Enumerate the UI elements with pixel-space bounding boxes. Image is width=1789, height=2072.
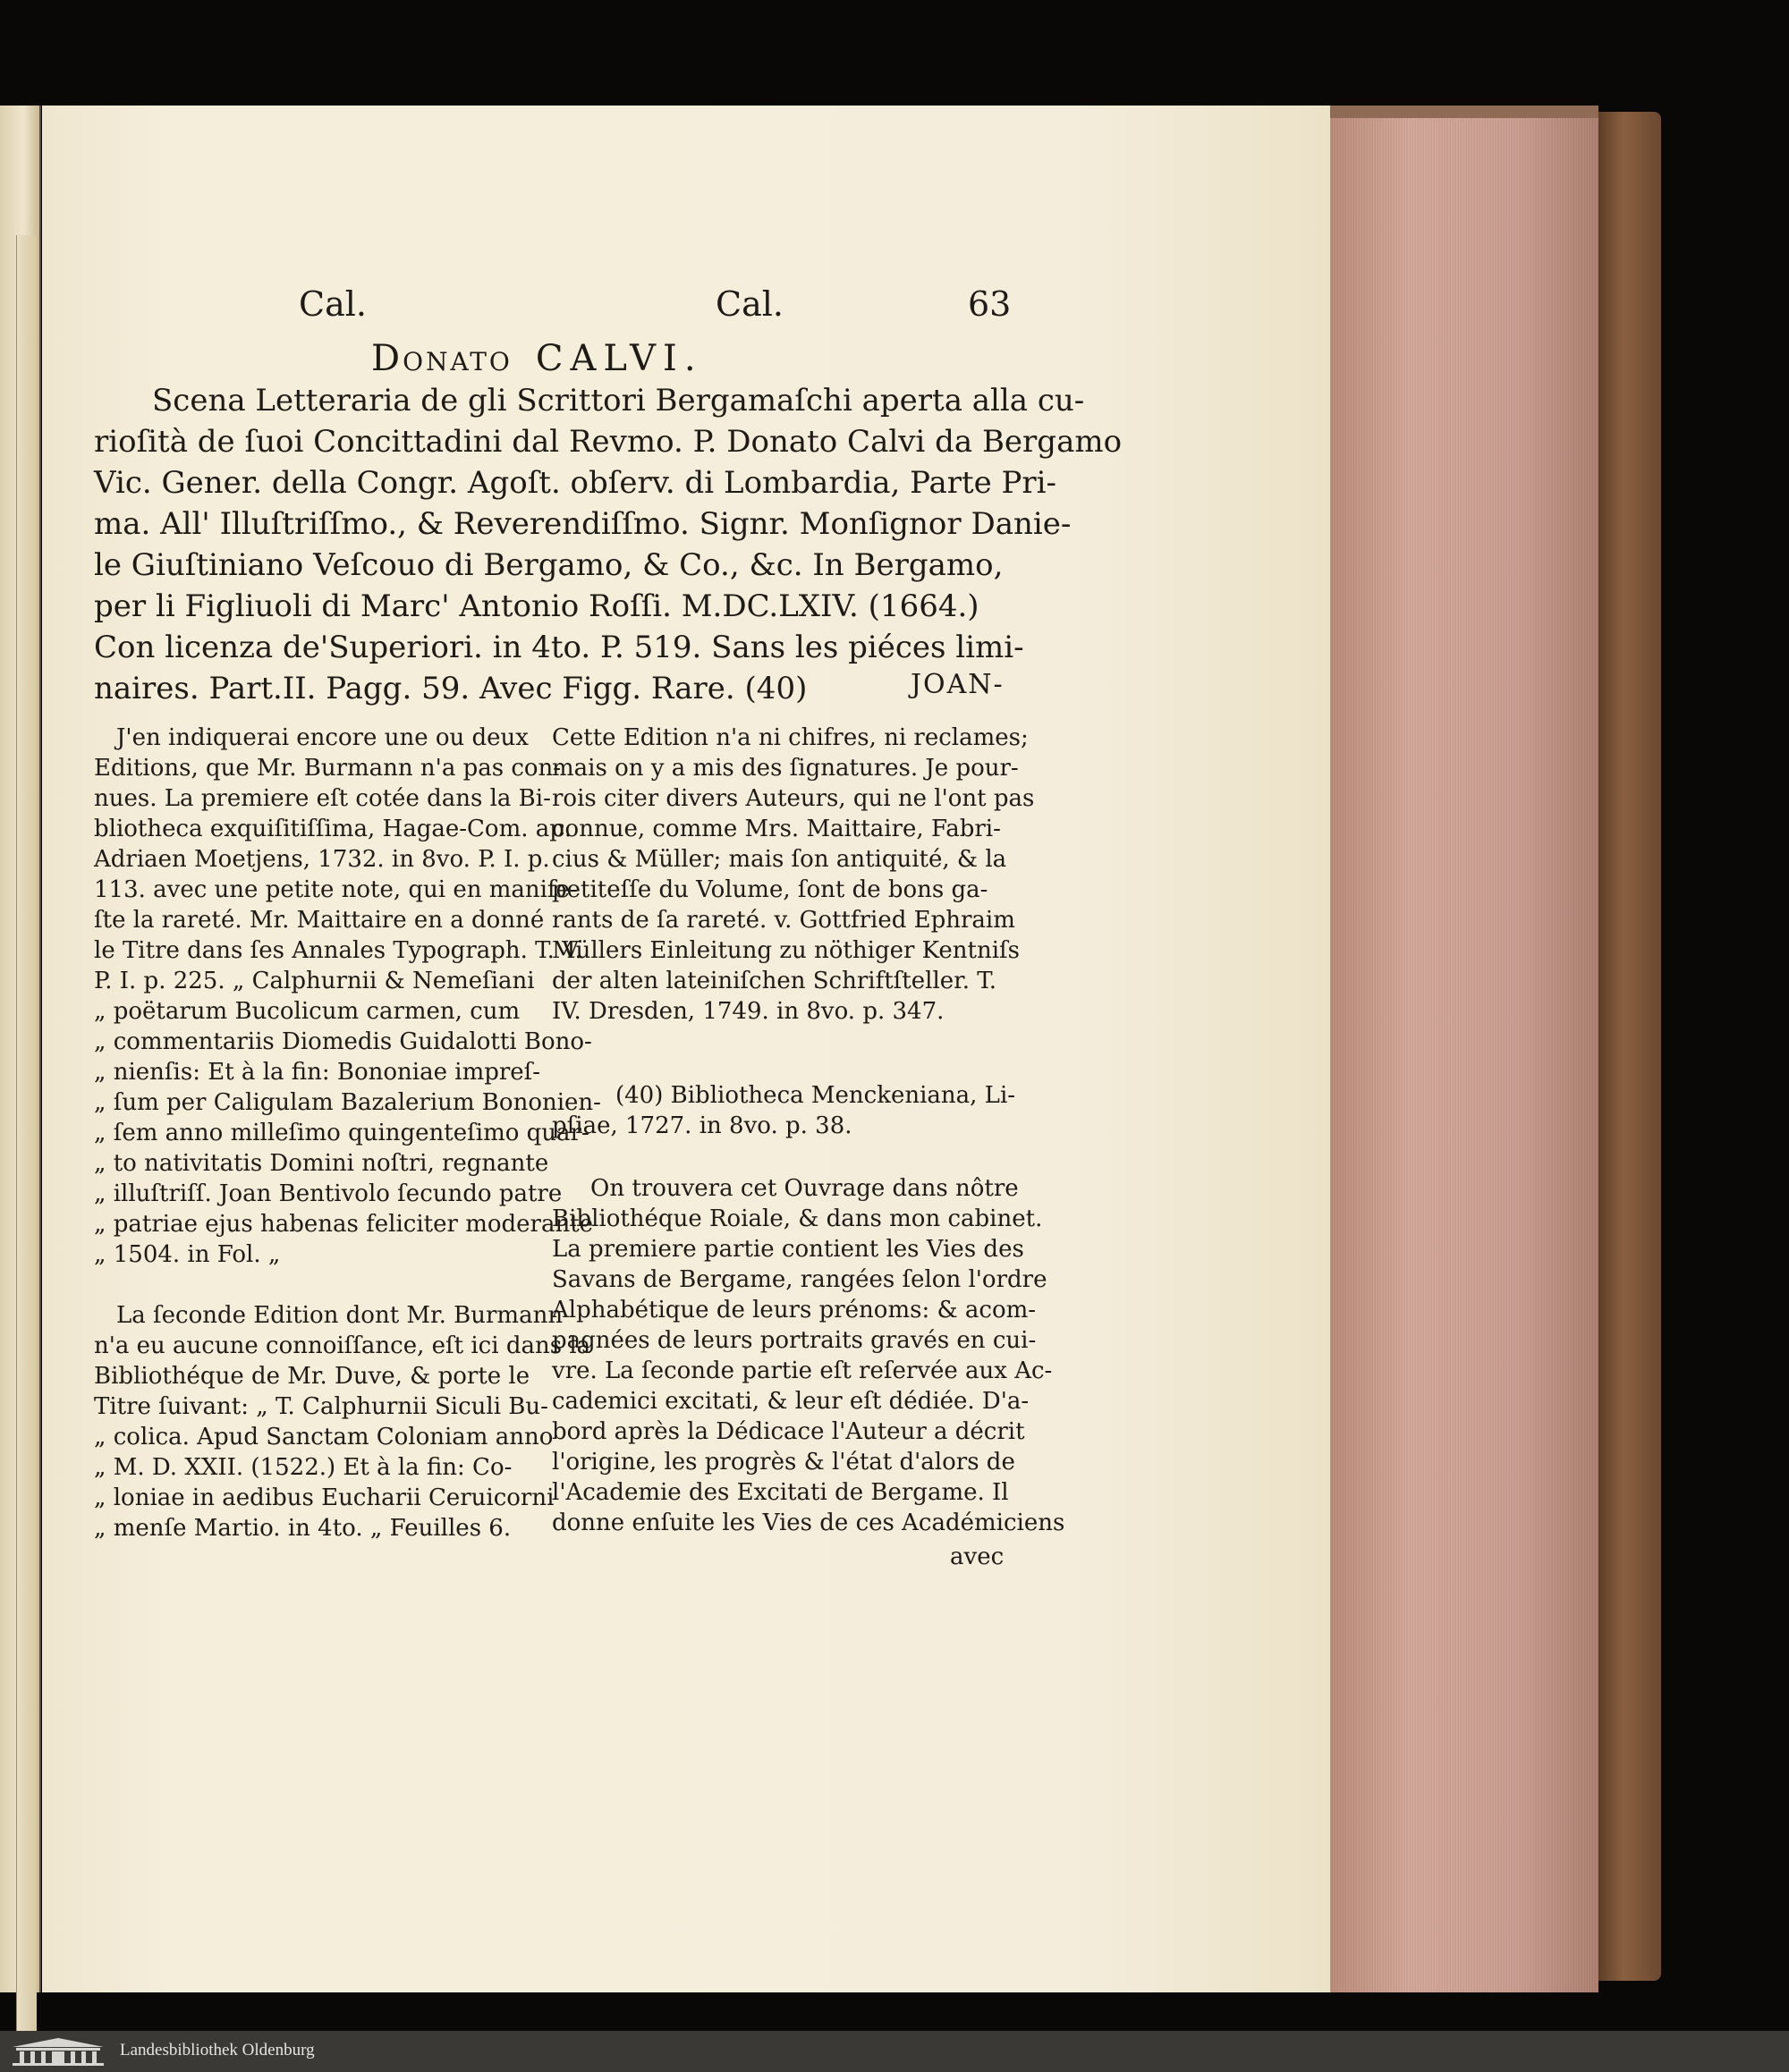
right-column-line: vre. La ſeconde partie eſt reſervée aux Ac- — [552, 1357, 1053, 1384]
catchword-bottom: avec — [950, 1543, 1005, 1570]
left-column-line: „ menſe Martio. in 4to. „ Feuilles 6. — [94, 1515, 512, 1542]
left-column-line: bliotheca exquiſitiſſima, Hagae-Com. ap. — [94, 816, 572, 842]
running-head-center: Cal. — [716, 284, 784, 324]
left-column-line: „ patriae ejus habenas feliciter moderante — [94, 1211, 594, 1238]
left-column-line: le Titre dans ſes Annales Typograph. T. V. — [94, 937, 582, 964]
right-column-line: La premiere partie contient les Vies des — [552, 1236, 1024, 1263]
right-column-line: connue, comme Mrs. Maittaire, Fabri- — [552, 816, 1001, 842]
right-column-line: l'Academie des Excitati de Bergame. Il — [552, 1479, 1009, 1506]
main-entry-line: Vic. Gener. della Congr. Agoſt. obſerv. di Lombardia, Parte Pri- — [94, 465, 1057, 501]
left-column-line: „ illuſtriſſ. Joan Bentivolo ſecundo patre — [94, 1180, 563, 1207]
footnote-line: pſiae, 1727. in 8vo. p. 38. — [552, 1112, 852, 1139]
running-head-left: Cal. — [299, 284, 367, 324]
left-column-line: „ 1504. in Fol. „ — [94, 1241, 281, 1268]
main-entry-line: per li Figliuoli di Marc' Antonio Roſſi. M.DC.LXIV. (1664.) — [94, 588, 979, 624]
footnote-line: (40) Bibliotheca Menckeniana, Li- — [615, 1082, 1016, 1109]
main-entry-line: ma. All' Illuſtriſſmo., & Reverendiſſmo. Signr. Monſignor Danie- — [94, 506, 1072, 542]
page-number: 63 — [968, 284, 1012, 324]
left-column-line: „ commentariis Diomedis Guidalotti Bono- — [94, 1028, 592, 1055]
right-column-line: On trouvera cet Ouvrage dans nôtre — [590, 1175, 1019, 1202]
main-entry-line: le Giuſtiniano Veſcouo di Bergamo, & Co., &c. In Bergamo, — [94, 547, 1004, 583]
main-entry-line: Scena Letteraria de gli Scrittori Bergamaſchi aperta alla cu- — [152, 383, 1085, 419]
right-column-line: Alphabétique de leurs prénoms: & acom- — [552, 1297, 1037, 1324]
right-column-line: petiteſſe du Volume, ſont de bons ga- — [552, 876, 988, 903]
library-footer-bar — [0, 2031, 1789, 2072]
page-edges — [1330, 106, 1598, 1992]
right-column-line: donne enſuite les Vies de ces Académiciens — [552, 1510, 1065, 1536]
left-column-line: „ loniae in aedibus Eucharii Ceruicorni — [94, 1484, 555, 1511]
left-column-line: „ ſem anno milleſimo quingenteſimo quar- — [94, 1120, 589, 1146]
book-cover-edge — [1598, 112, 1661, 1981]
main-entry-line: naires. Part.II. Pagg. 59. Avec Figg. Rare. (40) — [94, 671, 808, 706]
left-column-line: Editions, que Mr. Burmann n'a pas con- — [94, 755, 562, 782]
right-column-line: l'origine, les progrès & l'état d'alors de — [552, 1449, 1015, 1476]
left-column-line: „ nienſis: Et à la fin: Bononiae impreſ- — [94, 1059, 541, 1086]
left-column-line: „ colica. Apud Sanctam Coloniam anno — [94, 1424, 554, 1450]
right-column-line: cius & Müller; mais ſon antiquité, & la — [552, 846, 1007, 873]
entry-title — [371, 338, 703, 379]
entry-title-surname: CALVI. — [535, 338, 703, 379]
left-column-line: Titre ſuivant: „ T. Calphurnii Siculi Bu- — [94, 1393, 548, 1420]
library-building-icon — [9, 2036, 107, 2067]
right-column-line: rants de ſa rareté. v. Gottfried Ephraim — [552, 907, 1015, 934]
catchword-top: JOAN- — [911, 669, 1005, 700]
left-column-line: La ſeconde Edition dont Mr. Burmann — [116, 1302, 564, 1329]
left-column-line: „ poëtarum Bucolicum carmen, cum — [94, 998, 521, 1025]
left-column-line: 113. avec une petite note, qui en manife- — [94, 876, 578, 903]
right-column-line: Cette Edition n'a ni chifres, ni reclames; — [552, 724, 1029, 751]
left-column-line: Adriaen Moetjens, 1732. in 8vo. P. I. p. — [94, 846, 550, 873]
left-column-line: „ M. D. XXII. (1522.) Et à la fin: Co- — [94, 1454, 513, 1481]
previous-page-edge — [0, 106, 41, 1992]
previous-page-fold — [16, 235, 37, 2068]
right-column-line: Müllers Einleitung zu nöthiger Kentniſs — [552, 937, 1020, 964]
entry-title-given: Donato — [371, 338, 513, 379]
left-column-line: n'a eu aucune connoiſſance, eſt ici dans la — [94, 1332, 591, 1359]
right-column-line: mais on y a mis des ſignatures. Je pour- — [552, 755, 1019, 782]
left-column-line: nues. La premiere eſt cotée dans la Bi- — [94, 785, 551, 812]
right-column-line: Bibliothéque Roiale, & dans mon cabinet. — [552, 1205, 1043, 1232]
main-entry-line: Con licenza de'Superiori. in 4to. P. 519. Sans les piéces limi- — [94, 630, 1024, 665]
main-entry-line: rioſità de ſuoi Concittadini dal Revmo. P. Donato Calvi da Bergamo — [94, 424, 1123, 460]
right-column-line: Savans de Bergame, rangées ſelon l'ordre — [552, 1266, 1047, 1293]
right-column-line: bord après la Dédicace l'Auteur a décrit — [552, 1418, 1025, 1445]
left-column-line: ſte la rareté. Mr. Maittaire en a donné — [94, 907, 545, 934]
right-column-line: IV. Dresden, 1749. in 8vo. p. 347. — [552, 998, 945, 1025]
library-name: Landesbibliothek Oldenburg — [120, 2041, 315, 2059]
right-column-line: der alten lateiniſchen Schriftſteller. T. — [552, 968, 997, 994]
right-column-line: rois citer divers Auteurs, qui ne l'ont pas — [552, 785, 1035, 812]
left-column-line: J'en indiquerai encore une ou deux — [116, 724, 529, 751]
left-column-line: P. I. p. 225. „ Calphurnii & Nemeſiani — [94, 968, 535, 994]
right-column-line: pagnées de leurs portraits gravés en cui- — [552, 1327, 1037, 1354]
right-column-line: cademici excitati, & leur eſt dédiée. D'a- — [552, 1388, 1030, 1415]
left-column-line: Bibliothéque de Mr. Duve, & porte le — [94, 1363, 530, 1390]
left-column-line: „ ſum per Caligulam Bazalerium Bononien- — [94, 1089, 601, 1116]
left-column-line: „ to nativitatis Domini noſtri, regnante — [94, 1150, 549, 1177]
